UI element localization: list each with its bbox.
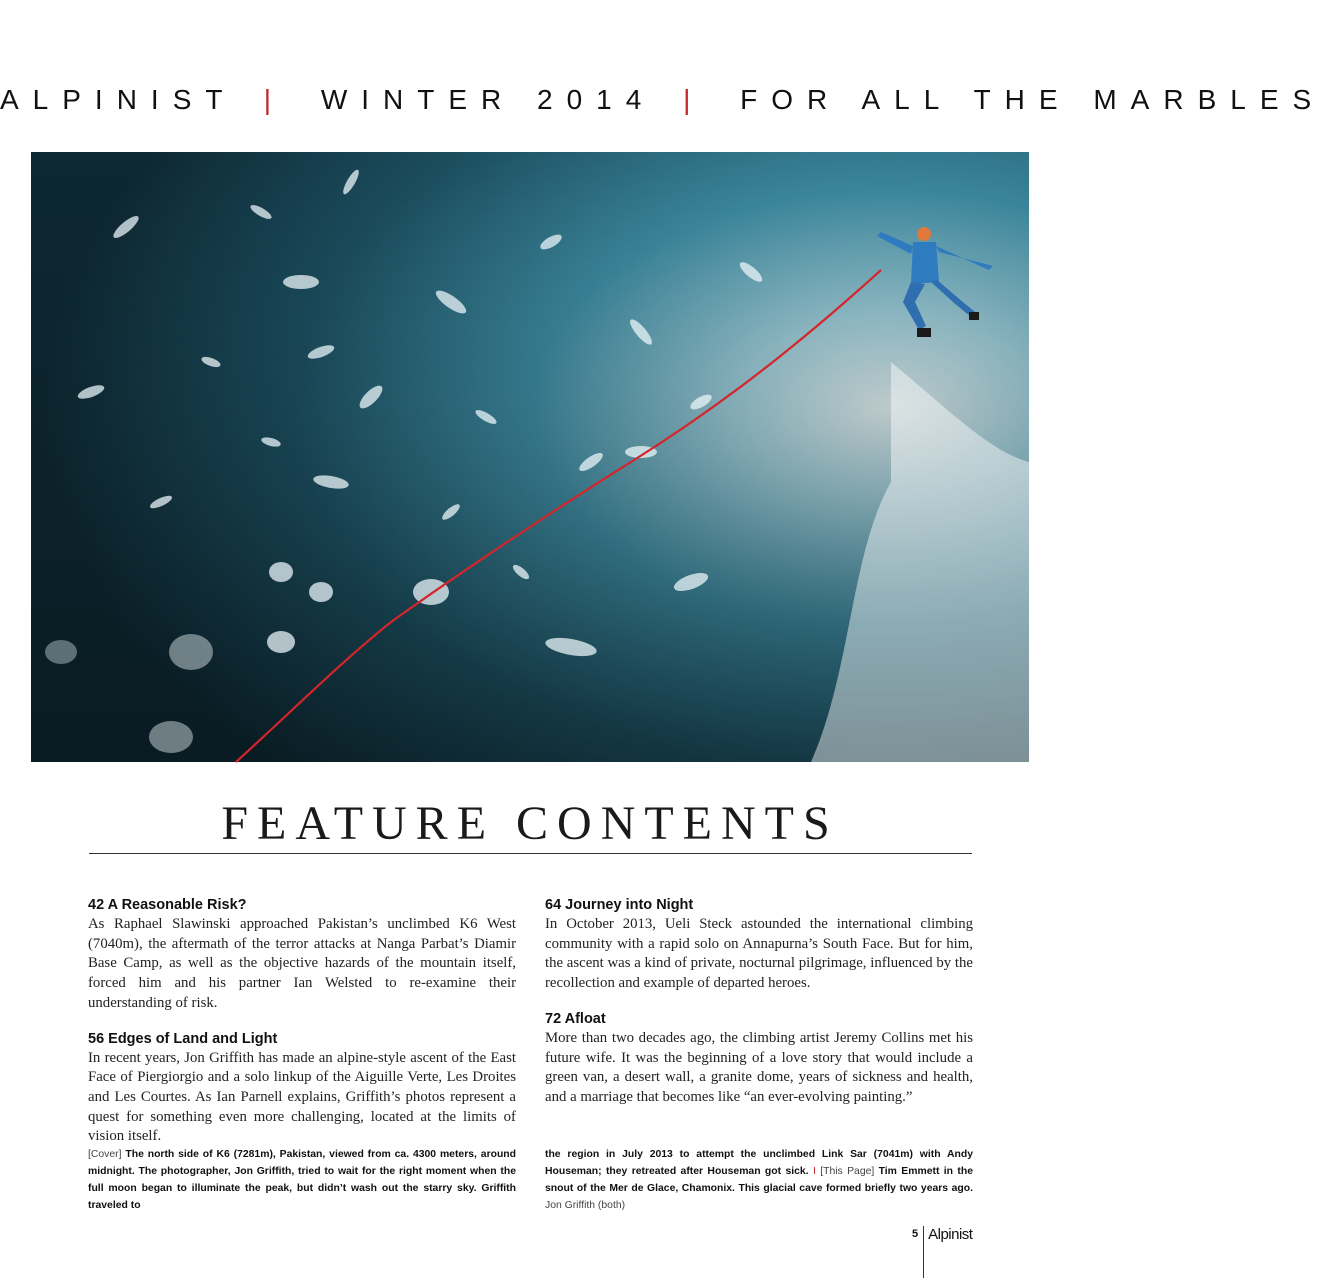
caption-text: Tim Emmett in the snout of the Mer de Glace, Chamonix. This glacial cave formed briefly two years ago. xyxy=(545,1166,973,1194)
brand-logo: Alpinist xyxy=(928,1226,973,1243)
entry-body: In October 2013, Ueli Steck astounded the international climbing community with a rapid solo on Annapurna’s South Face. But for him, the ascent was a kind of private, nocturnal pilgrimage, influenced by the recollection and example of departed heroes. xyxy=(545,916,973,992)
ice-cave-illustration xyxy=(31,152,1029,762)
contents-entry xyxy=(545,1011,973,1108)
entry-body: As Raphael Slawinski approached Pakistan’s unclimbed K6 West (7040m), the aftermath of the terror attacks at Nanga Parbat’s Diamir Base Camp, as well as the objective hazards of the mountain itself, forced him and his partner Ian Welsted to re-examine their understanding of risk. xyxy=(88,916,516,1011)
masthead-publication: ALPINIST xyxy=(0,84,236,115)
caption-text: The north side of K6 (7281m), Pakistan, viewed from ca. 4300 meters, around midnight. The photographer, Jon Griffith, tried to wait for the right moment when the full moon began to illuminate the peak, but didn’t wash out the starry sky. Griffith traveled to xyxy=(88,1149,516,1211)
contents-column-left xyxy=(88,897,516,1164)
entry-heading: 72 Afloat xyxy=(545,1010,606,1027)
caption-separator: I xyxy=(812,1166,816,1177)
photo-caption-left xyxy=(88,1146,516,1214)
contents-entry xyxy=(88,897,516,1014)
entry-heading: 64 Journey into Night xyxy=(545,897,694,913)
caption-text: the region in July 2013 to attempt the unclimbed Link Sar (7041m) with Andy Houseman; they retreated after Houseman got sick. xyxy=(545,1149,973,1177)
caption-tag-cover: [Cover] xyxy=(88,1149,122,1160)
feature-contents-title: FEATURE CONTENTS xyxy=(221,797,839,850)
hero-photo xyxy=(31,152,1029,762)
entry-heading: 42 A Reasonable Risk? xyxy=(88,897,247,913)
entry-body: More than two decades ago, the climbing artist Jeremy Collins met his future wife. It was the beginning of a love story that would include a green van, a desert wall, a granite dome, years of sickness and health, and a marriage that becomes like “an ever-evolving painting.” xyxy=(545,1029,973,1105)
masthead-separator: | xyxy=(263,84,286,115)
masthead-theme: FOR ALL THE MARBLES xyxy=(740,84,1325,115)
photo-caption-right xyxy=(545,1146,973,1214)
page-folio xyxy=(912,1226,972,1278)
masthead-separator: | xyxy=(683,84,705,115)
photo-credit: Jon Griffith (both) xyxy=(545,1200,626,1211)
page-number: 5 xyxy=(912,1228,919,1240)
contents-column-right xyxy=(545,897,973,1125)
masthead-issue: WINTER 2014 xyxy=(320,84,656,115)
title-rule xyxy=(89,853,972,854)
folio-divider xyxy=(923,1226,924,1278)
entry-heading: 56 Edges of Land and Light xyxy=(88,1030,278,1047)
caption-tag-this-page: [This Page] xyxy=(820,1166,875,1177)
contents-entry xyxy=(88,1031,516,1148)
entry-body: In recent years, Jon Griffith has made an alpine-style ascent of the East Face of Piergiorgio and a solo linkup of the Aiguille Verte, Les Droites and Les Courtes. As Ian Parnell explains, Griffith’s photos represent a quest for something even more challenging, located at the limits of vision itself. xyxy=(88,1049,516,1145)
masthead xyxy=(0,84,1325,116)
contents-entry xyxy=(545,897,973,994)
